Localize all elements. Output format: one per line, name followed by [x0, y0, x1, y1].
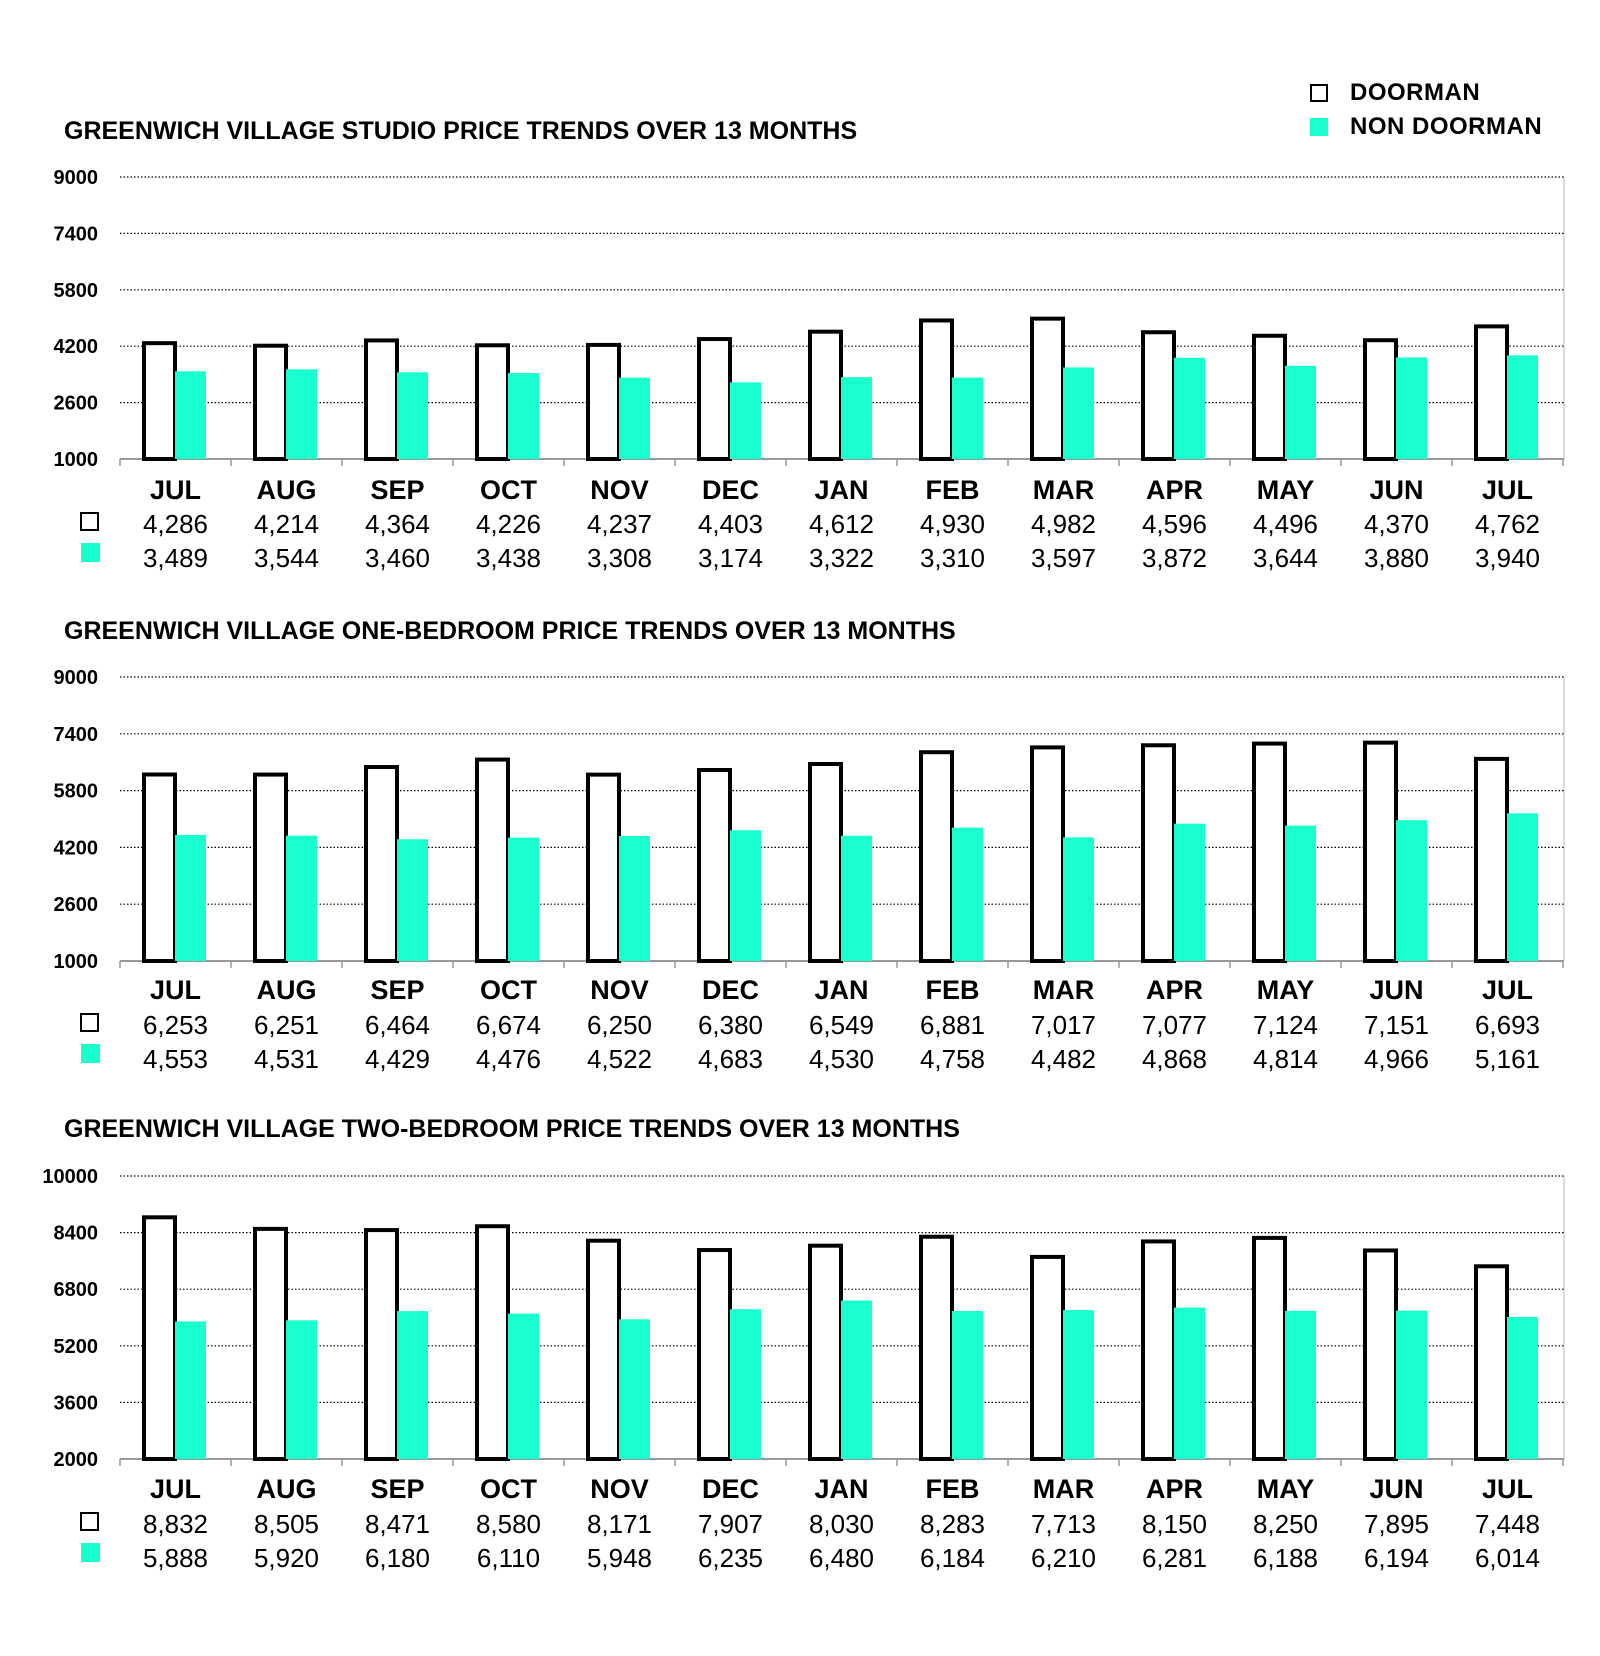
month-label: JAN: [814, 975, 869, 1005]
month-label: JUL: [1481, 975, 1534, 1005]
doorman-bar: [810, 1246, 841, 1459]
non-doorman-value-label: 5,948: [586, 1543, 653, 1573]
month-label: AUG: [256, 475, 317, 505]
non-doorman-value-label: 3,460: [364, 543, 431, 573]
doorman-value-label: 4,214: [253, 509, 320, 539]
non-doorman-bar: [397, 1311, 428, 1459]
month-label: AUG: [256, 1474, 317, 1504]
doorman-value-label: 4,403: [697, 509, 764, 539]
non-doorman-value-label: 4,482: [1030, 1044, 1097, 1074]
y-tick-label: 9000: [53, 667, 98, 689]
month-label: OCT: [480, 975, 537, 1005]
y-tick-label: 3600: [53, 1392, 98, 1415]
non-doorman-value-label: 3,880: [1363, 543, 1430, 573]
non-doorman-value-label: 6,235: [697, 1543, 764, 1573]
y-tick-label: 6800: [53, 1279, 98, 1302]
non-doorman-value-label: 4,814: [1252, 1044, 1319, 1074]
non-doorman-bar: [1063, 1310, 1094, 1459]
doorman-value-label: 8,250: [1252, 1509, 1319, 1539]
non-doorman-value-label: 3,544: [253, 543, 320, 573]
doorman-value-label: 7,124: [1252, 1010, 1319, 1040]
non-doorman-value-label: 3,597: [1030, 543, 1097, 573]
doorman-bar: [1032, 1257, 1063, 1459]
doorman-value-label: 4,237: [586, 509, 653, 539]
doorman-value-label: 6,250: [586, 1010, 653, 1040]
month-label: AUG: [256, 975, 317, 1005]
doorman-value-label: 4,596: [1141, 509, 1208, 539]
month-label: JUN: [1369, 475, 1424, 505]
doorman-value-label: 8,471: [364, 1509, 431, 1539]
non-doorman-value-label: 5,161: [1474, 1044, 1541, 1074]
doorman-bar: [1365, 1250, 1396, 1459]
non-doorman-value-label: 6,014: [1474, 1543, 1541, 1573]
doorman-value-label: 6,253: [142, 1010, 209, 1040]
doorman-bar: [144, 1217, 175, 1459]
month-label: JUL: [149, 1474, 202, 1504]
non-doorman-value-label: 4,966: [1363, 1044, 1430, 1074]
month-label: JUN: [1369, 1474, 1424, 1504]
doorman-value-label: 6,693: [1474, 1010, 1541, 1040]
doorman-bar: [699, 1250, 730, 1459]
non-doorman-value-label: 3,940: [1474, 543, 1541, 573]
non-doorman-value-label: 5,920: [253, 1543, 320, 1573]
non-doorman-bar: [619, 1319, 650, 1459]
month-label: JUL: [1481, 475, 1534, 505]
doorman-value-label: 7,151: [1363, 1010, 1430, 1040]
doorman-value-label: 7,907: [697, 1509, 764, 1539]
non-doorman-value-label: 6,110: [476, 1543, 541, 1573]
non-doorman-value-label: 4,683: [697, 1044, 764, 1074]
non-doorman-value-label: 4,429: [364, 1044, 431, 1074]
non-doorman-value-label: 6,210: [1030, 1543, 1097, 1573]
month-label: OCT: [480, 1474, 537, 1504]
non-doorman-value-label: 3,489: [142, 543, 209, 573]
month-label: JUN: [1369, 975, 1424, 1005]
doorman-bar: [366, 1230, 397, 1459]
doorman-bar: [921, 1237, 952, 1459]
month-label: SEP: [370, 475, 425, 505]
y-tick-label: 7400: [53, 723, 98, 746]
non-doorman-bar: [1285, 1311, 1316, 1459]
doorman-value-label: 4,496: [1252, 509, 1319, 539]
doorman-value-label: 4,286: [142, 509, 209, 539]
non-doorman-value-label: 3,174: [697, 543, 764, 573]
non-doorman-value-label: 3,644: [1252, 543, 1319, 573]
non-doorman-bar: [286, 1320, 317, 1459]
y-tick-label: 9000: [53, 167, 98, 189]
non-doorman-value-label: 6,180: [364, 1543, 431, 1573]
month-label: NOV: [590, 475, 649, 505]
doorman-value-label: 7,713: [1030, 1509, 1097, 1539]
y-tick-label: 7400: [53, 223, 98, 246]
non-doorman-value-label: 3,872: [1141, 543, 1208, 573]
non-doorman-bar: [1174, 1308, 1205, 1459]
doorman-value-label: 7,895: [1363, 1509, 1430, 1539]
non-doorman-row-icon: [81, 1543, 100, 1562]
doorman-bar: [255, 1229, 286, 1459]
y-tick-label: 1000: [53, 449, 98, 471]
month-label: MAY: [1256, 975, 1315, 1005]
non-doorman-value-label: 4,868: [1141, 1044, 1208, 1074]
month-label: DEC: [701, 475, 760, 505]
month-label: DEC: [701, 1474, 760, 1504]
y-tick-label: 2600: [53, 392, 98, 415]
month-label: DEC: [701, 975, 760, 1005]
doorman-value-label: 7,448: [1474, 1509, 1541, 1539]
doorman-value-label: 8,171: [586, 1509, 653, 1539]
month-label: MAY: [1256, 1474, 1315, 1504]
doorman-value-label: 8,580: [475, 1509, 542, 1539]
doorman-value-label: 8,150: [1141, 1509, 1208, 1539]
month-label: SEP: [370, 1474, 425, 1504]
y-tick-label: 5800: [53, 780, 98, 803]
doorman-value-label: 6,464: [364, 1010, 431, 1040]
y-tick-label: 1000: [53, 951, 98, 973]
month-label: JAN: [814, 475, 869, 505]
chart-title: GREENWICH VILLAGE STUDIO PRICE TRENDS OVER 13 MONTHS: [64, 117, 858, 145]
doorman-bar: [588, 1241, 619, 1459]
non-doorman-value-label: 6,184: [919, 1543, 986, 1573]
month-label: SEP: [370, 975, 425, 1005]
non-doorman-value-label: 5,888: [142, 1543, 209, 1573]
month-label: JUL: [149, 975, 202, 1005]
non-doorman-value-label: 4,522: [586, 1044, 653, 1074]
doorman-value-label: 8,030: [808, 1509, 875, 1539]
non-doorman-value-label: 3,438: [475, 543, 542, 573]
non-doorman-value-label: 6,480: [808, 1543, 875, 1573]
non-doorman-bar: [1507, 1317, 1538, 1459]
non-doorman-bar: [841, 1301, 872, 1459]
doorman-value-label: 6,674: [475, 1010, 542, 1040]
month-label: FEB: [925, 975, 980, 1005]
doorman-value-label: 4,226: [475, 509, 542, 539]
doorman-value-label: 6,881: [919, 1010, 986, 1040]
non-doorman-value-label: 3,322: [808, 543, 875, 573]
non-doorman-bar: [1396, 1311, 1427, 1459]
doorman-value-label: 8,505: [253, 1509, 320, 1539]
doorman-bar: [1254, 1238, 1285, 1459]
doorman-value-label: 6,549: [808, 1010, 875, 1040]
non-doorman-value-label: 6,194: [1363, 1543, 1430, 1573]
non-doorman-value-label: 4,531: [253, 1044, 320, 1074]
chart-title: GREENWICH VILLAGE ONE-BEDROOM PRICE TRENDS OVER 13 MONTHS: [64, 617, 956, 645]
non-doorman-value-label: 4,553: [142, 1044, 209, 1074]
doorman-row-icon: [81, 1513, 98, 1530]
non-doorman-bar: [175, 1321, 206, 1459]
non-doorman-value-label: 4,530: [808, 1044, 875, 1074]
month-label: JUL: [149, 475, 202, 505]
y-tick-label: 2000: [53, 1449, 98, 1471]
doorman-value-label: 4,370: [1363, 509, 1430, 539]
y-tick-label: 4200: [53, 837, 98, 860]
non-doorman-value-label: 3,308: [586, 543, 653, 573]
month-label: APR: [1145, 1474, 1204, 1504]
non-doorman-value-label: 4,758: [919, 1044, 986, 1074]
month-label: MAY: [1256, 475, 1315, 505]
month-label: MAR: [1032, 975, 1095, 1005]
y-tick-label: 5200: [53, 1335, 98, 1358]
doorman-value-label: 7,017: [1030, 1010, 1097, 1040]
y-tick-label: 5800: [53, 279, 98, 302]
month-label: FEB: [925, 475, 980, 505]
doorman-value-label: 4,612: [808, 509, 875, 539]
non-doorman-bar: [952, 1311, 983, 1459]
doorman-value-label: 6,380: [697, 1010, 764, 1040]
y-tick-label: 4200: [53, 336, 98, 359]
non-doorman-value-label: 6,188: [1252, 1543, 1319, 1573]
y-tick-label: 8400: [53, 1222, 98, 1245]
month-label: JAN: [814, 1474, 869, 1504]
chart-title: GREENWICH VILLAGE TWO-BEDROOM PRICE TRENDS OVER 13 MONTHS: [64, 1115, 960, 1143]
doorman-value-label: 8,832: [142, 1509, 209, 1539]
doorman-value-label: 4,982: [1030, 509, 1097, 539]
month-label: JUL: [1481, 1474, 1534, 1504]
doorman-value-label: 4,930: [919, 509, 986, 539]
doorman-bar: [477, 1226, 508, 1459]
legend-label-doorman: DOORMAN: [1350, 79, 1481, 106]
month-label: NOV: [590, 1474, 649, 1504]
month-label: APR: [1145, 975, 1204, 1005]
non-doorman-bar: [730, 1309, 761, 1459]
non-doorman-value-label: 4,476: [475, 1044, 542, 1074]
y-tick-label: 2600: [53, 894, 98, 917]
month-label: OCT: [480, 475, 537, 505]
month-label: NOV: [590, 975, 649, 1005]
month-label: MAR: [1032, 475, 1095, 505]
non-doorman-value-label: 6,281: [1141, 1543, 1208, 1573]
legend-label-non-doorman: NON DOORMAN: [1350, 113, 1543, 140]
non-doorman-bar: [508, 1314, 539, 1459]
doorman-bar: [1476, 1266, 1507, 1459]
doorman-value-label: 7,077: [1141, 1010, 1208, 1040]
non-doorman-value-label: 3,310: [919, 543, 986, 573]
month-label: FEB: [925, 1474, 980, 1504]
doorman-value-label: 4,762: [1474, 509, 1541, 539]
doorman-bar: [1143, 1241, 1174, 1459]
doorman-value-label: 4,364: [364, 509, 431, 539]
doorman-value-label: 8,283: [919, 1509, 986, 1539]
month-label: APR: [1145, 475, 1204, 505]
doorman-value-label: 6,251: [253, 1010, 320, 1040]
month-label: MAR: [1032, 1474, 1095, 1504]
y-tick-label: 10000: [42, 1166, 98, 1188]
